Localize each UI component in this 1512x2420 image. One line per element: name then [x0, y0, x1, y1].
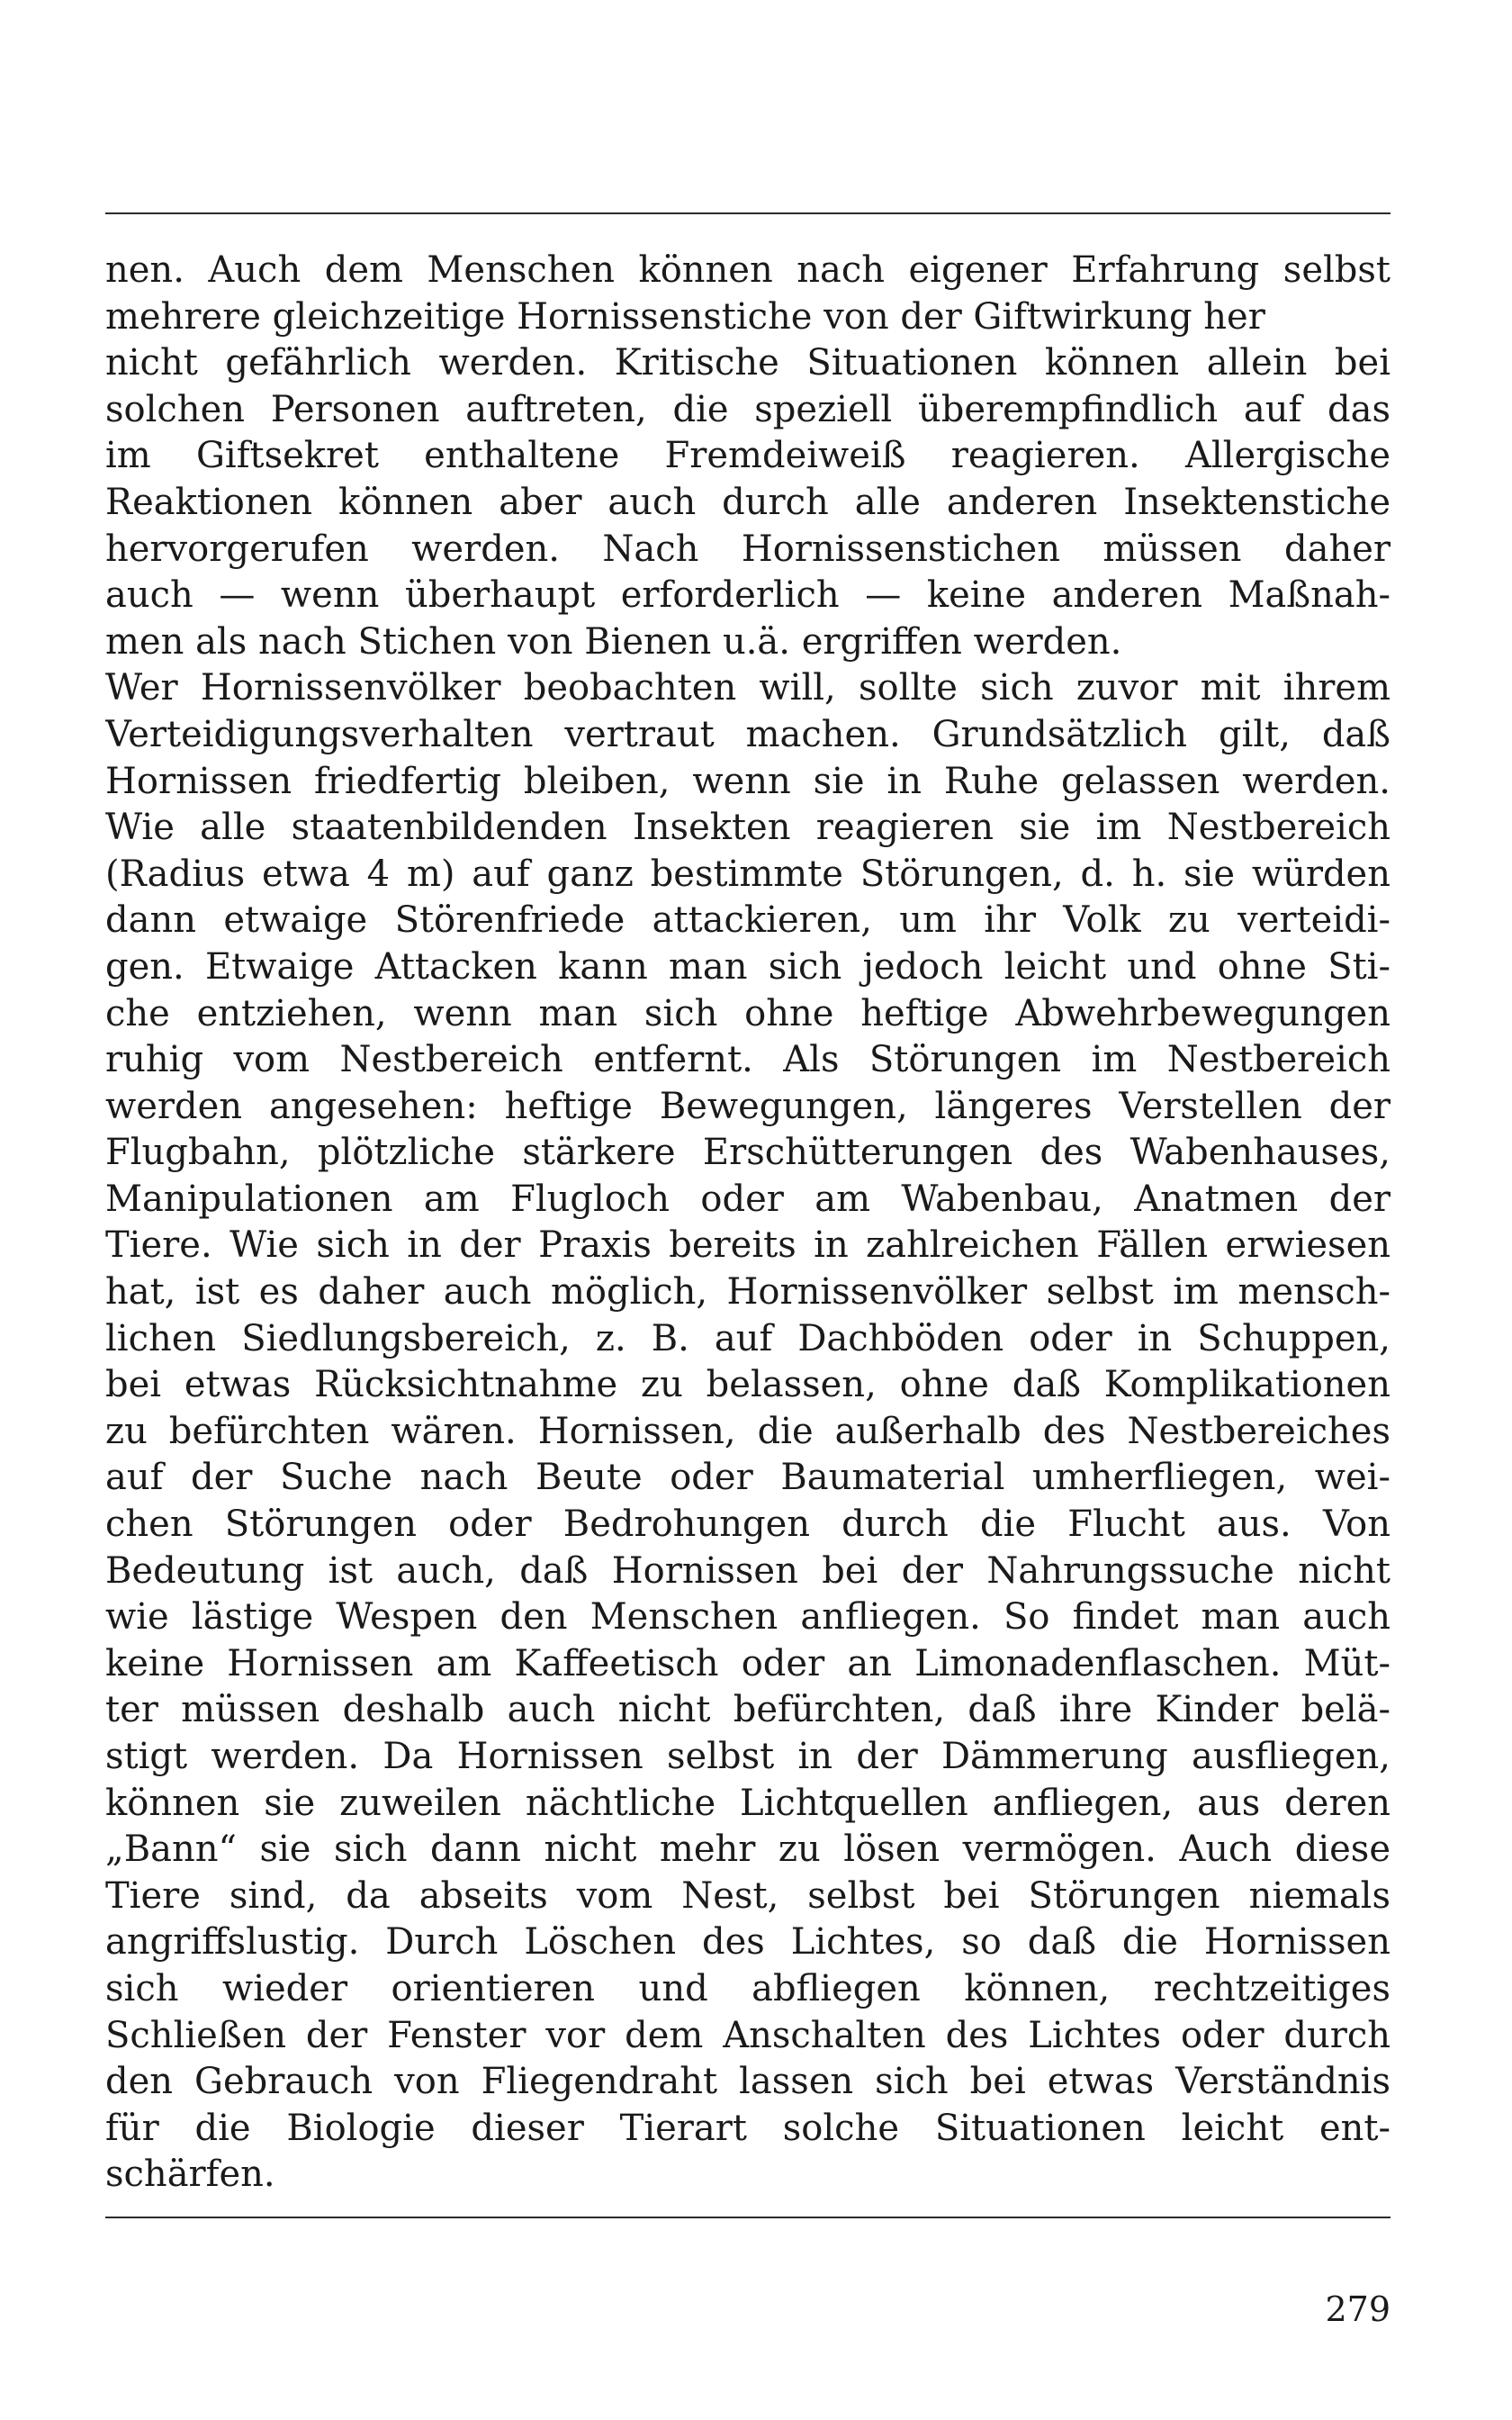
text-line: bei etwas Rücksichtnahme zu belassen, ohne daß Komplikationen	[105, 1364, 1390, 1406]
text-line: schärfen.	[105, 2154, 275, 2196]
text-line: für die Biologie dieser Tierart solche Situationen leicht ent-	[105, 2107, 1390, 2149]
text-line: Manipulationen am Flugloch oder am Wabenbau, Anatmen der	[105, 1178, 1390, 1220]
text-line: „Bann“ sie sich dann nicht mehr zu lösen vermögen. Auch diese	[105, 1829, 1390, 1871]
text-line: auch — wenn überhaupt erforderlich — keine anderen Maßnah-	[105, 574, 1390, 617]
text-line: zu befürchten wären. Hornissen, die außerhalb des Nestbereiches	[105, 1410, 1390, 1452]
text-line: angriffslustig. Durch Löschen des Lichtes, so daß die Hornissen	[105, 1921, 1390, 1964]
text-line: Tiere. Wie sich in der Praxis bereits in zahlreichen Fällen erwiesen	[105, 1224, 1390, 1267]
text-line: ruhig vom Nestbereich entfernt. Als Störungen im Nestbereich	[105, 1039, 1390, 1081]
text-line: hat, ist es daher auch möglich, Hornissenvölker selbst im mensch-	[105, 1271, 1390, 1314]
bottom-rule	[105, 2217, 1390, 2218]
text-line: werden angesehen: heftige Bewegungen, längeres Verstellen der	[105, 1085, 1390, 1127]
text-line: auf der Suche nach Beute oder Baumaterial umherfliegen, wei-	[105, 1457, 1390, 1499]
text-line: nicht gefährlich werden. Kritische Situationen können allein bei	[105, 342, 1390, 384]
text-line: che entziehen, wenn man sich ohne heftige Abwehrbewegungen	[105, 992, 1390, 1034]
top-rule	[105, 212, 1390, 214]
text-line: Hornissen friedfertig bleiben, wenn sie in Ruhe gelassen werden.	[105, 760, 1390, 802]
text-line: ter müssen deshalb auch nicht befürchten, daß ihre Kinder belä-	[105, 1689, 1390, 1731]
text-line: men als nach Stichen von Bienen u.ä. ergriffen werden.	[105, 620, 1122, 663]
text-line: gen. Etwaige Attacken kann man sich jedoch leicht und ohne Sti-	[105, 945, 1390, 988]
text-line: mehrere gleichzeitige Hornissenstiche von der Giftwirkung her	[105, 295, 1265, 338]
text-line: wie lästige Wespen den Menschen anfliegen. So findet man auch	[105, 1596, 1390, 1639]
body-text	[105, 248, 1390, 2199]
text-line: Tiere sind, da abseits vom Nest, selbst bei Störungen niemals	[105, 1874, 1390, 1917]
text-line: sich wieder orientieren und abfliegen können, rechtzeitiges	[105, 1967, 1390, 2009]
text-line: dann etwaige Störenfriede attackieren, um ihr Volk zu verteidi-	[105, 899, 1390, 942]
text-line: Wie alle staatenbildenden Insekten reagieren sie im Nestbereich	[105, 807, 1390, 849]
text-line: im Giftsekret enthaltene Fremdeiweiß reagieren. Allergische	[105, 435, 1390, 477]
text-line: Wer Hornissenvölker beobachten will, sollte sich zuvor mit ihrem	[105, 667, 1390, 709]
text-line: hervorgerufen werden. Nach Hornissenstichen müssen daher	[105, 528, 1390, 570]
text-line: Bedeutung ist auch, daß Hornissen bei der Nahrungssuche nicht	[105, 1549, 1390, 1592]
text-line: den Gebrauch von Fliegendraht lassen sich bei etwas Verständnis	[105, 2061, 1390, 2103]
text-line: lichen Siedlungsbereich, z. B. auf Dachböden oder in Schuppen,	[105, 1317, 1390, 1359]
text-line: Flugbahn, plötzliche stärkere Erschütterungen des Wabenhauses,	[105, 1132, 1390, 1174]
text-line: keine Hornissen am Kaffeetisch oder an Limonadenflaschen. Müt-	[105, 1642, 1390, 1684]
text-line: stigt werden. Da Hornissen selbst in der Dämmerung ausfliegen,	[105, 1736, 1390, 1777]
text-line: können sie zuweilen nächtliche Lichtquellen anfliegen, aus deren	[105, 1782, 1390, 1824]
text-line: Verteidigungsverhalten vertraut machen. Grundsätzlich gilt, daß	[105, 713, 1390, 755]
text-line: solchen Personen auftreten, die speziell überempfindlich auf das	[105, 388, 1390, 430]
text-line: Schließen der Fenster vor dem Anschalten des Lichtes oder durch	[105, 2014, 1390, 2056]
page-number: 279	[1325, 2289, 1390, 2329]
text-line: Reaktionen können aber auch durch alle anderen Insektenstiche	[105, 481, 1390, 523]
text-line: nen. Auch dem Menschen können nach eigener Erfahrung selbst	[105, 249, 1390, 291]
text-line: (Radius etwa 4 m) auf ganz bestimmte Störungen, d. h. sie würden	[105, 853, 1390, 895]
text-line: chen Störungen oder Bedrohungen durch die Flucht aus. Von	[105, 1503, 1390, 1546]
